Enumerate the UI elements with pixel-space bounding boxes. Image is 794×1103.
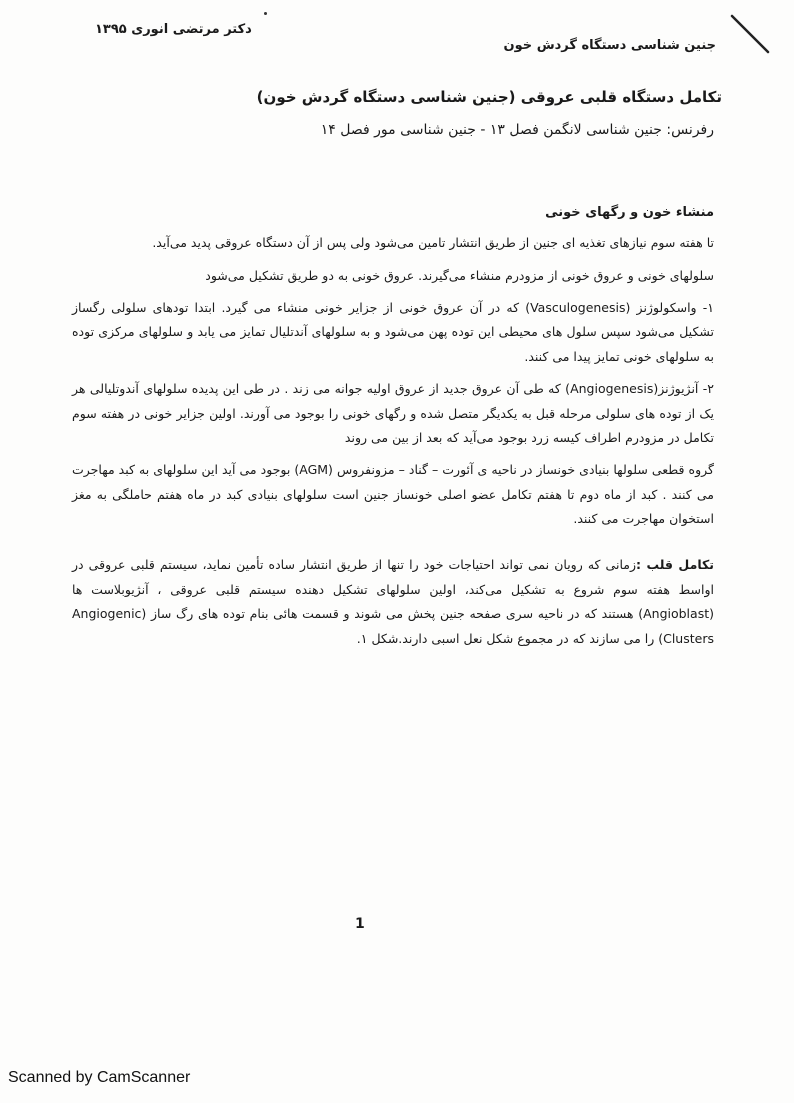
scan-speck	[264, 12, 267, 15]
heart-development-heading: تکامل قلب :	[636, 557, 714, 573]
page-number: 1	[355, 916, 365, 932]
course-name: جنین شناسی دستگاه گردش خون	[503, 38, 716, 53]
scanner-watermark: Scanned by CamScanner	[8, 1069, 191, 1086]
author-date: دکتر مرتضی انوری ۱۳۹۵	[95, 22, 252, 37]
paragraph-intro: تا هفته سوم نیازهای تغذیه ای جنین از طریق انتشار تامین می‌شود ولی پس از آن دستگاه عروقی پدید می‌آید.	[152, 235, 714, 251]
body-text	[72, 200, 714, 659]
paragraph-angiogenesis: ۲- آنژیوژنز(Angiogenesis) که طی آن عروق جدید از عروق اولیه جوانه می زند . در طی این پدیده سلولهای آندوتلیالی هر یک از توده های سلولی مرحله قبل به یکدیگر متصل شده و رگهای خونی را بوجود می آورند. اولین جزایر خونی در هفته سوم تکامل در مزودرم اطراف کیسه زرد بوجود می‌آید که بعد از بین می روند	[72, 381, 714, 445]
heart-development-text: زمانی که رویان نمی تواند احتیاجات خود را تنها از طریق انتشار ساده تأمین نماید، سیستم قلبی عروقی در اواسط هفته سوم شروع به تشکیل می‌کند، اولین سلولهای تشکیل دهنده سیستم قلبی عروقی ، آنژیوبلاست ها (Angioblast) هستند که در ناحیه سری صفحه جنین پخش می شوند و قسمت هائی بنام توده های رگ ساز (Angiogenic Clusters) را می سازند که در مجموع شکل نعل اسبی دارند.شکل ۱.	[72, 557, 714, 646]
paragraph-vasculogenesis: ۱- واسکولوژنز (Vasculogenesis) که در آن عروق خونی از جزایر خونی منشاء می گیرد. ابتدا تودهای سلولی رگساز تشکیل می‌شود سپس سلول های محیطی این توده پهن می‌شود و به سلولهای آندتلیال تمایز می یابد و سلولهای مرکزی توده به سلولهای خونی تمایز پیدا می کنند.	[72, 300, 714, 364]
pen-stroke-mark	[728, 12, 772, 56]
paragraph-mesoderm: سلولهای خونی و عروق خونی از مزودرم منشاء می‌گیرند. عروق خونی به دو طریق تشکیل می‌شود	[205, 267, 714, 283]
paragraph-agm: گروه قطعی سلولها بنیادی خونساز در ناحیه ی آئورت – گناد – مزونفروس (AGM) بوجود می آید این سلولهای به کبد مهاجرت می کنند . کبد از ماه دوم تا هفتم تکامل عضو اصلی خونساز جنین است سلولهای بنیادی کبد در ماه هفتم حاملگی به مغز استخوان مهاجرت می کنند.	[72, 462, 714, 527]
document-title: تکامل دستگاه قلبی عروقی (جنین شناسی دستگاه گردش خون)	[256, 88, 722, 106]
references-line: رفرنس: جنین شناسی لانگمن فصل ۱۳ - جنین شناسی مور فصل ۱۴	[320, 122, 714, 138]
paragraph-heart-development	[72, 553, 714, 651]
section-heading-blood-origin: منشاء خون و رگهای خونی	[545, 205, 714, 220]
